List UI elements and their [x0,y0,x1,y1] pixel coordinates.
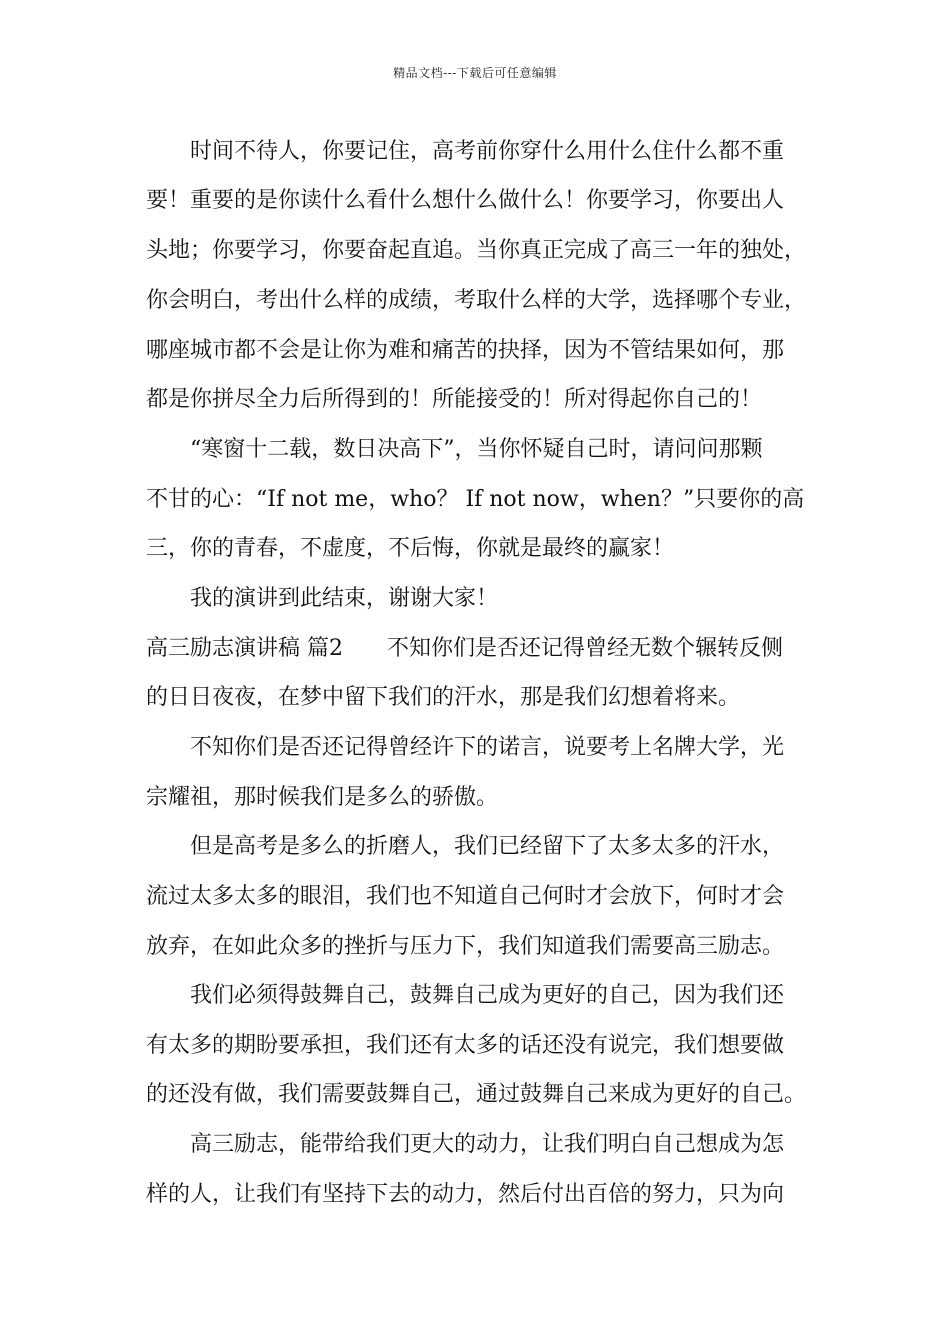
text-line: 我们必须得鼓舞自己，鼓舞自己成为更好的自己，因为我们还 [190,983,785,1008]
text-line: 都是你拼尽全力后所得到的！所能接受的！所对得起你自己的！ [146,387,763,412]
text-line: 但是高考是多么的折磨人，我们已经留下了太多太多的汗水， [190,834,785,859]
text-line: 时间不待人，你要记住，高考前你穿什么用什么住什么都不重 [190,139,785,164]
page-header: 精品文档---下载后可任意编辑 [393,66,557,80]
text-line: 流过太多太多的眼泪，我们也不知道自己何时才会放下，何时才会 [146,884,785,909]
text-line: “寒窗十二载，数日决高下”，当你怀疑自己时，请问问那颗 [190,437,763,462]
text-line: 不甘的心：“If not me，who？ If not now，when？”只要你的高 [146,487,805,512]
text-line: 的日日夜夜，在梦中留下我们的汗水，那是我们幻想着将来。 [146,685,741,710]
text-line: 头地；你要学习，你要奋起直追。当你真正完成了高三一年的独处， [146,238,807,263]
text-line: 样的人，让我们有坚持下去的动力，然后付出百倍的努力，只为向 [146,1182,785,1207]
text-line: 宗耀祖，那时候我们是多么的骄傲。 [146,785,499,810]
text-line: 你会明白，考出什么样的成绩，考取什么样的大学，选择哪个专业， [146,288,807,313]
text-line: 三，你的青春，不虚度，不后悔，你就是最终的赢家！ [146,536,675,561]
text-line: 我的演讲到此结束，谢谢大家！ [190,586,499,611]
text-line: 有太多的期盼要承担，我们还有太多的话还没有说完，我们想要做 [146,1033,785,1058]
text-line: 不知你们是否还记得曾经许下的诺言，说要考上名牌大学，光 [190,735,785,760]
text-line: 的还没有做，我们需要鼓舞自己，通过鼓舞自己来成为更好的自己。 [146,1082,807,1107]
text-line: 放弃，在如此众多的挫折与压力下，我们知道我们需要高三励志。 [146,934,785,959]
text-line: 要！重要的是你读什么看什么想什么做什么！你要学习，你要出人 [146,188,785,213]
text-line: 哪座城市都不会是让你为难和痛苦的抉择，因为不管结果如何，那 [146,338,785,363]
section-heading-line: 高三励志演讲稿 篇2 不知你们是否还记得曾经无数个辗转反侧 [146,636,783,661]
text-line: 高三励志，能带给我们更大的动力，让我们明白自己想成为怎 [190,1132,785,1157]
